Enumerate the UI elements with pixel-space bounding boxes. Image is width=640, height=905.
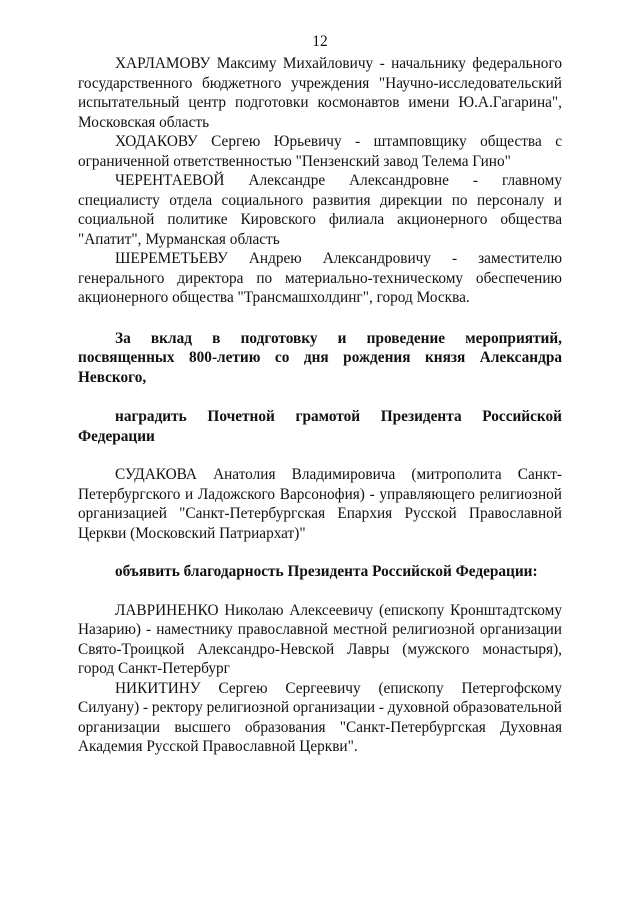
- document-body: [78, 54, 562, 757]
- award-heading: наградить Почетной грамотой Президента Российской Федерации: [78, 408, 562, 445]
- awardee-nikitin: НИКИТИНУ Сергею Сергеевичу (епископу Петергофскому Силуану) - ректору религиозной организации - духовной образовательной организации высшего образования "Санкт-Петербургская Духовная Академия Русской Православной Церкви".: [78, 679, 562, 755]
- awardee-kharlamov: ХАРЛАМОВУ Максиму Михайловичу - начальнику федерального государственного бюджетного учреждения "Научно-исследовательский испытательный центр подготовки космонавтов имени Ю.А.Гагарина", Московская область: [78, 55, 562, 131]
- gratitude-heading: объявить благодарность Президента Российской Федерации:: [115, 563, 538, 580]
- awardee-cherentaeva: ЧЕРЕНТАЕВОЙ Александре Александровне - главному специалисту отдела социального развития дирекции по персоналу и социальной политике Кировского филиала акционерного общества "Апатит", Мурманская область: [78, 172, 562, 248]
- awardee-sudakov: СУДАКОВА Анатолия Владимировича (митрополита Санкт-Петербургского и Ладожского Варсонофия) - управляющего религиозной организацией "Санкт-Петербургская Епархия Русской Православной Церкви (Московский Патриархат)": [78, 466, 562, 542]
- awardee-khodakov: ХОДАКОВУ Сергею Юрьевичу - штамповщику общества с ограниченной ответственностью "Пензенский завод Телема Гино": [78, 133, 562, 170]
- contribution-heading: За вклад в подготовку и проведение мероприятий, посвященных 800-летию со дня рождения князя Александра Невского,: [78, 329, 562, 386]
- page-number: 12: [312, 33, 328, 50]
- awardee-lavrinenko: ЛАВРИНЕНКО Николаю Алексеевичу (епископу Кронштадтскому Назарию) - наместнику православной местной религиозной организации Свято-Троицкой Александро-Невской Лавры (мужского монастыря), город Санкт-Петербург: [78, 601, 562, 677]
- awardee-sheremetyev: ШЕРЕМЕТЬЕВУ Андрею Александровичу - заместителю генерального директора по материально-техническому обеспечению акционерного общества "Трансмашхолдинг", город Москва.: [78, 250, 562, 306]
